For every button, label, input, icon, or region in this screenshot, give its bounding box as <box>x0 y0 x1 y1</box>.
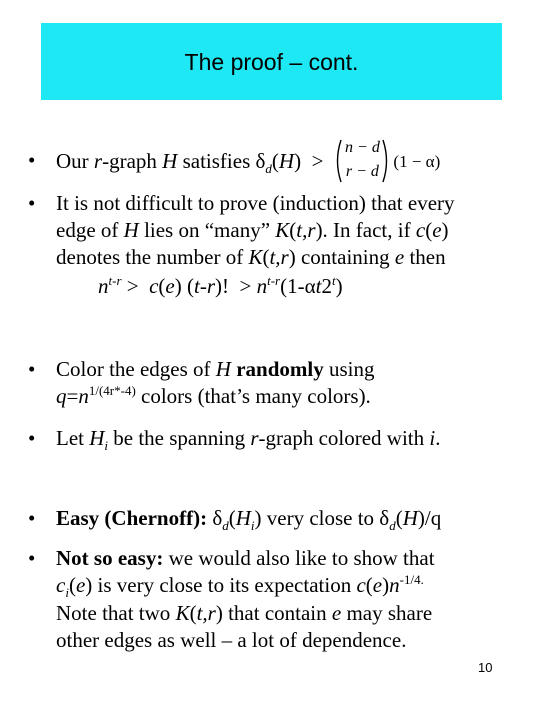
bullet-6-line-3: Note that two K(t,r) that contain e may share <box>56 601 433 625</box>
bullet-marker: • <box>28 191 36 215</box>
binom-bottom: r − d <box>345 163 379 180</box>
binom-top: n − d <box>345 139 380 156</box>
bullet-marker: • <box>28 506 36 530</box>
bullet-marker: • <box>28 426 36 450</box>
bullet-2-formula: $n^{t-r} > c(e) (t-r)$! > $n^{t-r}(1-\alpha t2^t)$ <box>98 273 343 298</box>
bullet-2-line-2: edge of H lies on “many” K(t,r). In fact, if c(e) <box>56 218 449 242</box>
alpha-factor: (1 − α) <box>393 151 441 171</box>
title-banner <box>41 23 502 100</box>
bullet-marker: • <box>28 546 36 570</box>
bullet-2-line-3: denotes the number of K(t,r) containing e then <box>56 245 446 269</box>
bullet-2-line-1: It is not difficult to prove (induction) that every <box>56 191 455 215</box>
slide-title: The proof – cont. <box>184 49 359 75</box>
bullet-6-line-4: other edges as well – a lot of dependence. <box>56 628 407 652</box>
bullet-marker: • <box>28 148 36 172</box>
bullet-marker: • <box>28 357 36 381</box>
page-number: 10 <box>478 660 493 675</box>
bullet-6-line-2: $c_i(e)$ is very close to its expectation $c(e)n^{-1/4.}$ <box>56 572 424 601</box>
binomial-coefficient <box>333 138 391 184</box>
bullet-3-line-2: $q=n^{1/(4r*-4)}$ colors (that’s many colors). <box>56 383 371 408</box>
